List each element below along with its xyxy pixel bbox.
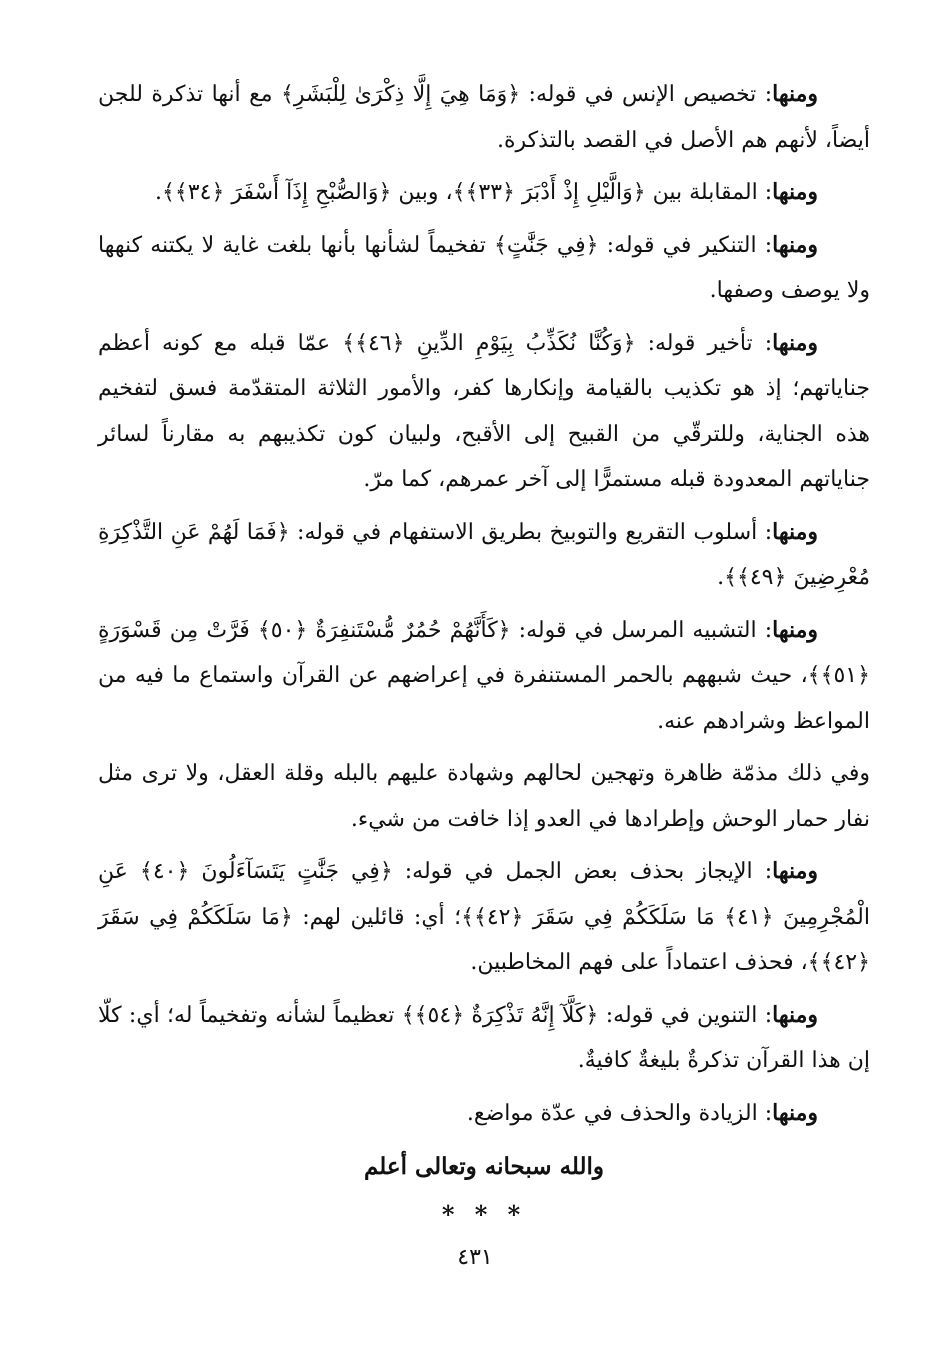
paragraph-sep: : xyxy=(752,330,773,356)
paragraph-text: الزيادة والحذف في عدّة مواضع. xyxy=(466,1100,758,1126)
paragraph-lead: ومنها xyxy=(772,1099,818,1126)
paragraph-lead: ومنها xyxy=(772,329,818,356)
paragraph-5 xyxy=(98,510,870,601)
closing-phrase: والله سبحانه وتعالى أعلم xyxy=(363,1153,605,1180)
paragraph-text: وفي ذلك مذمّة ظاهرة وتهجين لحالهم وشهادة عليهم بالبله وقلة العقل، ولا ترى مثل نفار حمار الوحش وإطرادها في العدو إذا خافت من شيء. xyxy=(98,761,870,832)
paragraph-sep: : xyxy=(757,1002,773,1028)
paragraph-lead: ومنها xyxy=(772,179,818,205)
page-number: ٤٣١ xyxy=(457,1245,493,1270)
paragraph-lead: ومنها xyxy=(772,858,818,884)
paragraph-text: أسلوب التقريع والتوبيخ بطريق الاستفهام في قوله: ﴿فَمَا لَهُمْ عَنِ التَّذْكِرَةِ مُعْرِضِينَ ﴿٤٩﴾﴾. xyxy=(98,519,870,590)
paragraph-text: تأخير قوله: ﴿وَكُنَّا نُكَذِّبُ بِيَوْمِ الدِّينِ ﴿٤٦﴾﴾ عمّا قبله مع كونه أعظم جناياتهم؛ إذ هو تكذيب بالقيامة وإنكارها كفر، والأمور الثلاثة المتقدّمة فسق لتفخيم هذه الجناية، وللترقّي من القبيح إلى الأقبح، ولبيان كون تكذيبهم به مقارناً لسائر جناياتهم المعدودة قبله مستمرًّا إلى آخر عمرهم، كما مرّ. xyxy=(98,330,870,492)
paragraph-sep: : xyxy=(757,180,773,205)
paragraph-7 xyxy=(98,751,870,842)
paragraph-sep: : xyxy=(756,232,773,258)
paragraph-text: التنوين في قوله: ﴿كَلَّآ إِنَّهُ تَذْكِرَةٌ ﴿٥٤﴾﴾ تعظيماً لشأنه وتفخيماً له؛ أي: كلّا إن هذا القرآن تذكرةٌ بليغةٌ كافيةٌ. xyxy=(98,1002,870,1073)
paragraph-lead: ومنها xyxy=(772,81,818,107)
paragraph-lead: ومنها xyxy=(772,616,818,643)
paragraph-4 xyxy=(98,321,870,503)
paragraph-text: تخصيص الإنس في قوله: ﴿وَمَا هِيَ إِلَّا ذِكْرَىٰ لِلْبَشَرِ﴾ مع أنها تذكرة للجن أيضاً، لأنهم هم الأصل في القصد بالتذكرة. xyxy=(98,82,870,153)
paragraph-6 xyxy=(98,608,870,745)
paragraph-text: التشبيه المرسل في قوله: ﴿كَأَنَّهُمْ حُمُرٌ مُّسْتَنفِرَةٌ ﴿٥٠﴾ فَرَّتْ مِن قَسْوَرَةٍ ﴿٥١﴾﴾، حيث شبههم بالحمر المستنفرة في إعراضهم عن القرآن واستماع ما فيه من المواعظ وشرادهم عنه. xyxy=(98,617,870,734)
paragraph-text: الإيجاز بحذف بعض الجمل في قوله: ﴿فِي جَنَّٰتٍ يَتَسَآءَلُونَ ﴿٤٠﴾ عَنِ الْمُجْرِمِينَ ﴿٤١﴾ مَا سَلَكَكُمْ فِي سَقَرَ ﴿٤٢﴾﴾؛ أي: قائلين لهم: ﴿مَا سَلَكَكُمْ فِي سَقَرَ ﴿٤٢﴾﴾، فحذف اعتماداً على فهم المخاطبين. xyxy=(98,859,870,975)
paragraph-1 xyxy=(98,72,870,163)
paragraph-8 xyxy=(98,849,870,986)
paragraph-text: التنكير في قوله: ﴿فِي جَنَّٰتٍ﴾ تفخيماً لشأنها بأنها بلغت غاية لا يكتنه كنهها ولا يوصف وصفها. xyxy=(98,232,870,303)
paragraph-sep: : xyxy=(757,1100,773,1126)
paragraph-lead: ومنها xyxy=(772,518,818,545)
paragraph-sep: : xyxy=(757,519,773,545)
paragraph-2 xyxy=(98,170,870,216)
paragraph-lead: ومنها xyxy=(772,1001,819,1028)
paragraph-10 xyxy=(98,1091,870,1137)
section-separator: * * * xyxy=(441,1200,527,1229)
page-body xyxy=(98,72,870,1229)
paragraph-3 xyxy=(98,223,870,314)
paragraph-lead: ومنها xyxy=(772,231,818,258)
paragraph-sep: : xyxy=(752,859,773,884)
paragraph-text: المقابلة بين ﴿وَالَّيْلِ إِذْ أَدْبَرَ ﴿٣٣﴾﴾، وبين ﴿وَالصُّبْحِ إِذَآ أَسْفَرَ ﴿٣٤﴾﴾. xyxy=(155,180,758,205)
paragraph-sep: : xyxy=(756,82,773,107)
paragraph-sep: : xyxy=(756,617,773,643)
paragraph-9 xyxy=(98,993,870,1084)
